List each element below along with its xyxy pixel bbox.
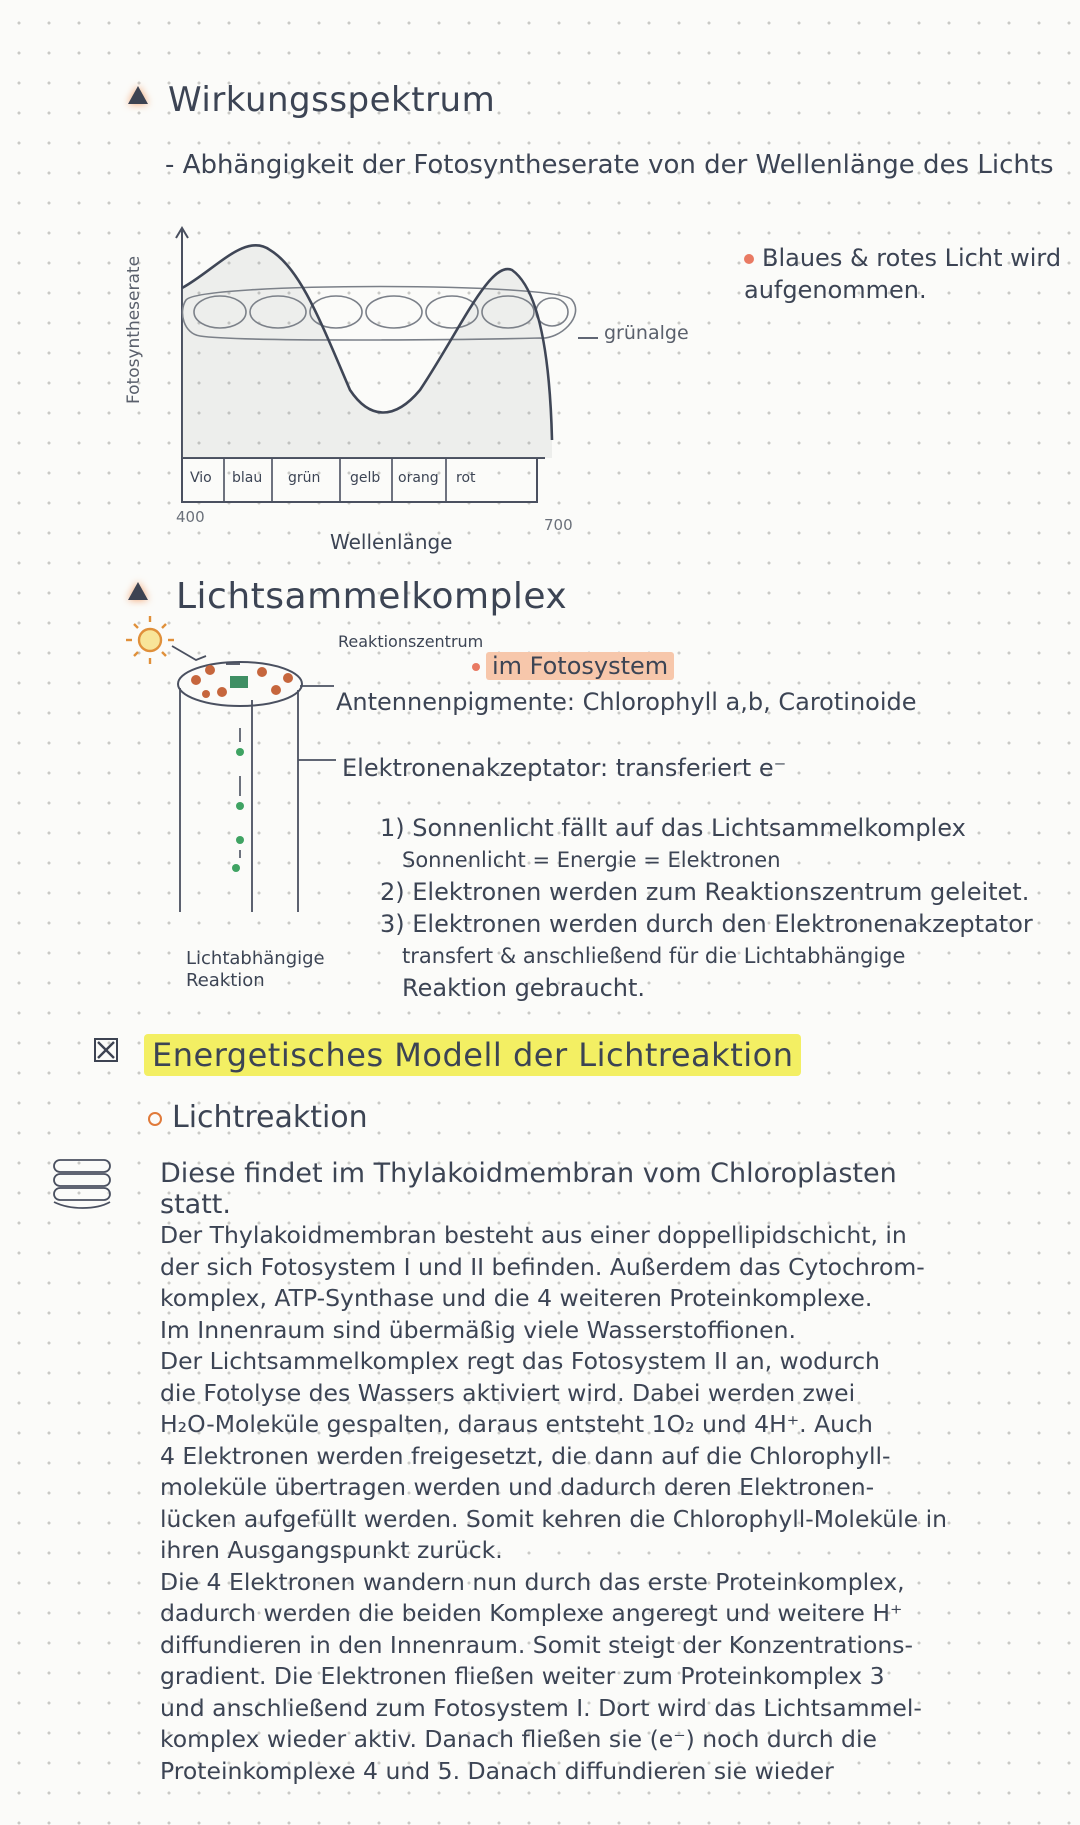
chart-annotation — [744, 242, 1064, 306]
band-label: grün — [288, 470, 321, 486]
paragraph-line: ihren Ausgangspunkt zurück. — [160, 1536, 503, 1564]
bullet-text: Abhängigkeit der Fotosyntheserate von der Wellenlänge des Lichts — [182, 150, 1054, 180]
electron-path — [232, 748, 244, 872]
thylakoid-stack-icon — [50, 1156, 116, 1212]
label-antenna-pigments: Antennenpigmente: Chlorophyll a,b, Carotinoide — [336, 688, 917, 716]
dot-marker — [472, 663, 480, 671]
x-tick-400: 400 — [176, 508, 205, 526]
annotation-text: Blaues & rotes Licht wird aufgenommen. — [744, 244, 1062, 304]
lichtreaktion-paragraph — [160, 1158, 1070, 1787]
paragraph-line: dadurch werden die beiden Komplexe angeregt und weitere H⁺ — [160, 1599, 903, 1627]
band-label: gelb — [350, 470, 381, 486]
band-label: orang — [398, 470, 439, 486]
step-line: 3) Elektronen werden durch den Elektronenakzeptator — [380, 910, 1033, 938]
label-light-dependent-reaction: Lichtabhängige Reaktion — [186, 948, 325, 991]
paragraph-line: Proteinkomplexe 4 und 5. Danach diffundieren sie wieder — [160, 1756, 834, 1785]
paragraph-line: gradient. Die Elektronen fließen weiter zum Proteinkomplex 3 — [160, 1662, 885, 1690]
paragraph-line: und anschließend zum Fotosystem I. Dort wird das Lichtsammel- — [160, 1693, 922, 1722]
paragraph-line: statt. — [160, 1189, 231, 1220]
title-highlight: Energetisches Modell der Lichtreaktion — [144, 1034, 801, 1076]
label-electron-acceptor: Elektronenakzeptator: transferiert e⁻ — [342, 754, 787, 782]
paragraph-line: Im Innenraum sind übermäßig viele Wasserstoffionen. — [160, 1315, 797, 1344]
x-axis-label: Wellenlänge — [330, 530, 453, 554]
step-line: 2) Elektronen werden zum Reaktionszentrum geleitet. — [380, 878, 1030, 906]
band-label: Vio — [190, 470, 212, 486]
step-line: 1) Sonnenlicht fällt auf das Lichtsammelkomplex — [380, 814, 966, 842]
photosystem-highlight: im Fotosystem — [486, 652, 674, 680]
check-cross-icon — [96, 1040, 116, 1060]
y-axis-label: Fotosyntheserate — [124, 255, 144, 405]
paragraph-line: diffundieren in den Innenraum. Somit steigt der Konzentrations- — [160, 1630, 913, 1659]
paragraph-line: der sich Fotosystem I und II befinden. Außerdem das Cytochrom- — [160, 1252, 925, 1281]
dash-bullet: - — [165, 150, 183, 180]
steps-list — [380, 812, 1033, 1004]
section-title-wirkungsspektrum: Wirkungsspektrum — [168, 80, 496, 120]
paragraph-line: moleküle übertragen werden und dadurch deren Elektronen- — [160, 1473, 875, 1501]
band-label: blau — [232, 470, 263, 486]
paragraph-line: die Fotolyse des Wassers aktiviert wird. Dabei werden zwei — [160, 1378, 856, 1407]
paragraph-line: komplex, ATP-Synthase und die 4 weiteren Proteinkomplexe. — [160, 1284, 873, 1312]
checkbox-icon[interactable] — [94, 1038, 118, 1062]
warning-triangle-icon — [128, 582, 148, 600]
band-label: rot — [456, 470, 476, 486]
sun-icon — [126, 616, 174, 664]
x-tick-700: 700 — [544, 516, 573, 534]
step-line: Reaktion gebraucht. — [402, 974, 646, 1002]
paragraph-line: Der Thylakoidmembran besteht aus einer doppellipidschicht, in — [160, 1221, 907, 1249]
circle-bullet — [148, 1112, 162, 1126]
paragraph-line: komplex wieder aktiv. Danach fließen sie (e⁻) noch durch die — [160, 1725, 877, 1753]
curve-shaded-area — [182, 245, 552, 458]
section-title-energetisches-modell — [144, 1036, 801, 1074]
series-label-gruenalge: grünalge — [604, 322, 689, 344]
paragraph-line: Die 4 Elektronen wandern nun durch das erste Proteinkomplex, — [160, 1567, 905, 1596]
light-harvesting-diagram — [0, 600, 360, 920]
paragraph-line: Diese findet im Thylakoidmembran vom Chloroplasten — [160, 1158, 897, 1189]
label-reaction-center: Reaktionszentrum — [338, 632, 484, 651]
subtitle-lichtreaktion — [148, 1100, 368, 1135]
subtitle-text: Lichtreaktion — [172, 1100, 368, 1135]
step-line: Sonnenlicht = Energie = Elektronen — [402, 848, 781, 872]
label-photosystem — [472, 650, 674, 682]
annotation-dot — [744, 254, 754, 264]
paragraph-line: Der Lichtsammelkomplex regt das Fotosystem II an, wodurch — [160, 1347, 880, 1375]
reaction-center — [230, 676, 248, 688]
spectrum-band-labels — [184, 468, 544, 496]
paragraph-line: 4 Elektronen werden freigesetzt, die dann auf die Chlorophyll- — [160, 1441, 891, 1470]
section-title-lichtsammelkomplex: Lichtsammelkomplex — [176, 576, 568, 617]
step-line: transfert & anschließend für die Lichtabhängige — [402, 944, 906, 968]
paragraph-line: H₂O-Moleküle gespalten, daraus entsteht 1O₂ und 4H⁺. Auch — [160, 1410, 873, 1438]
paragraph-line: lücken aufgefüllt werden. Somit kehren die Chlorophyll-Moleküle in — [160, 1504, 948, 1533]
